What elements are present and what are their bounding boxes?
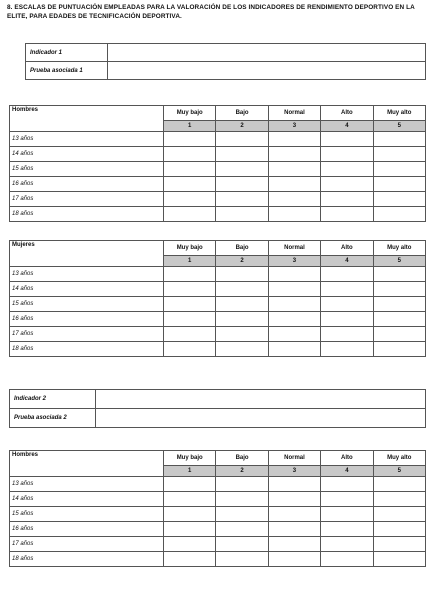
age-label: 17 años — [10, 327, 164, 342]
score-input-cell[interactable] — [216, 207, 268, 222]
score-input-cell[interactable] — [268, 537, 320, 552]
scale-table-men-2 — [9, 450, 426, 567]
age-label: 14 años — [10, 492, 164, 507]
score-input-cell[interactable] — [321, 207, 373, 222]
table-row — [10, 192, 426, 207]
score-input-cell[interactable] — [216, 537, 268, 552]
score-header: 4 — [321, 466, 373, 477]
score-input-cell[interactable] — [164, 537, 216, 552]
score-input-cell[interactable] — [321, 522, 373, 537]
score-input-cell[interactable] — [268, 192, 320, 207]
score-input-cell[interactable] — [216, 342, 268, 357]
level-header: Normal — [268, 241, 320, 256]
score-header: 1 — [164, 121, 216, 132]
score-input-cell[interactable] — [164, 297, 216, 312]
score-input-cell[interactable] — [321, 477, 373, 492]
indicator-value-cell[interactable] — [108, 44, 426, 62]
score-header: 1 — [164, 256, 216, 267]
score-header: 2 — [216, 256, 268, 267]
score-input-cell[interactable] — [164, 342, 216, 357]
score-input-cell[interactable] — [268, 552, 320, 567]
table-row — [10, 537, 426, 552]
score-input-cell[interactable] — [373, 192, 425, 207]
score-input-cell[interactable] — [321, 537, 373, 552]
age-label: 13 años — [10, 477, 164, 492]
score-input-cell[interactable] — [216, 507, 268, 522]
score-input-cell[interactable] — [321, 177, 373, 192]
test-label: Prueba asociada 2 — [10, 409, 96, 428]
score-input-cell[interactable] — [268, 507, 320, 522]
score-header: 4 — [321, 121, 373, 132]
section-heading: 8. ESCALAS DE PUNTUACIÓN EMPLEADAS PARA LA VALORACIÓN DE LOS INDICADORES DE RENDIMIENTO DEPORTIVO EN LA ELITE, PARA EDADES DE TECNIFICACIÓN DEPORTIVA. — [7, 4, 415, 20]
level-header: Muy alto — [373, 241, 425, 256]
level-header: Muy alto — [373, 451, 425, 466]
level-header: Muy bajo — [164, 106, 216, 121]
test-label: Prueba asociada 1 — [26, 62, 108, 80]
age-label: 17 años — [10, 192, 164, 207]
table-row — [10, 342, 426, 357]
scale-table-women-1 — [9, 240, 426, 357]
table-row — [10, 147, 426, 162]
score-input-cell[interactable] — [373, 477, 425, 492]
score-input-cell[interactable] — [321, 162, 373, 177]
score-input-cell[interactable] — [373, 327, 425, 342]
test-value-cell[interactable] — [96, 409, 426, 428]
score-input-cell[interactable] — [268, 147, 320, 162]
score-input-cell[interactable] — [164, 552, 216, 567]
score-header: 3 — [268, 256, 320, 267]
score-input-cell[interactable] — [321, 297, 373, 312]
score-input-cell[interactable] — [268, 312, 320, 327]
level-header: Alto — [321, 451, 373, 466]
table-row — [10, 312, 426, 327]
score-input-cell[interactable] — [373, 177, 425, 192]
score-header: 5 — [373, 256, 425, 267]
score-input-cell[interactable] — [164, 267, 216, 282]
indicator-value-cell[interactable] — [96, 390, 426, 409]
score-input-cell[interactable] — [216, 327, 268, 342]
score-input-cell[interactable] — [373, 552, 425, 567]
scale-table-men-1 — [9, 105, 426, 222]
level-header: Muy alto — [373, 106, 425, 121]
score-input-cell[interactable] — [216, 282, 268, 297]
score-input-cell[interactable] — [321, 492, 373, 507]
table-row — [10, 297, 426, 312]
score-input-cell[interactable] — [164, 477, 216, 492]
score-header: 3 — [268, 121, 320, 132]
score-input-cell[interactable] — [268, 297, 320, 312]
score-header: 2 — [216, 121, 268, 132]
table-row — [10, 492, 426, 507]
score-input-cell[interactable] — [216, 177, 268, 192]
score-header: 5 — [373, 466, 425, 477]
score-input-cell[interactable] — [321, 327, 373, 342]
score-input-cell[interactable] — [268, 492, 320, 507]
table-row — [10, 477, 426, 492]
score-input-cell[interactable] — [216, 162, 268, 177]
score-input-cell[interactable] — [164, 327, 216, 342]
table-row — [10, 327, 426, 342]
age-label: 15 años — [10, 507, 164, 522]
level-header: Bajo — [216, 451, 268, 466]
score-input-cell[interactable] — [268, 132, 320, 147]
score-input-cell[interactable] — [373, 507, 425, 522]
score-input-cell[interactable] — [373, 162, 425, 177]
score-input-cell[interactable] — [216, 297, 268, 312]
score-input-cell[interactable] — [321, 147, 373, 162]
score-input-cell[interactable] — [321, 552, 373, 567]
score-input-cell[interactable] — [164, 147, 216, 162]
group-label: Hombres — [10, 451, 164, 477]
age-label: 13 años — [10, 132, 164, 147]
age-label: 17 años — [10, 537, 164, 552]
table-row — [10, 132, 426, 147]
score-input-cell[interactable] — [373, 537, 425, 552]
score-input-cell[interactable] — [373, 147, 425, 162]
score-input-cell[interactable] — [164, 507, 216, 522]
score-input-cell[interactable] — [268, 342, 320, 357]
score-input-cell[interactable] — [373, 492, 425, 507]
indicator-label: Indicador 1 — [26, 44, 108, 62]
score-input-cell[interactable] — [216, 267, 268, 282]
score-input-cell[interactable] — [268, 267, 320, 282]
score-input-cell[interactable] — [268, 207, 320, 222]
age-label: 18 años — [10, 552, 164, 567]
level-header: Bajo — [216, 106, 268, 121]
score-input-cell[interactable] — [216, 477, 268, 492]
table-row — [10, 552, 426, 567]
score-input-cell[interactable] — [164, 177, 216, 192]
age-label: 18 años — [10, 207, 164, 222]
level-header: Normal — [268, 106, 320, 121]
score-input-cell[interactable] — [164, 162, 216, 177]
score-header: 4 — [321, 256, 373, 267]
table-row — [10, 507, 426, 522]
age-label: 16 años — [10, 522, 164, 537]
score-input-cell[interactable] — [268, 327, 320, 342]
level-header: Muy bajo — [164, 241, 216, 256]
group-label: Hombres — [10, 106, 164, 132]
score-input-cell[interactable] — [164, 207, 216, 222]
score-input-cell[interactable] — [373, 267, 425, 282]
score-header: 2 — [216, 466, 268, 477]
age-label: 14 años — [10, 282, 164, 297]
test-value-cell[interactable] — [108, 62, 426, 80]
age-label: 14 años — [10, 147, 164, 162]
score-input-cell[interactable] — [321, 282, 373, 297]
score-input-cell[interactable] — [321, 507, 373, 522]
score-input-cell[interactable] — [373, 132, 425, 147]
score-input-cell[interactable] — [164, 132, 216, 147]
age-label: 16 años — [10, 312, 164, 327]
level-header: Normal — [268, 451, 320, 466]
score-input-cell[interactable] — [268, 177, 320, 192]
level-header: Alto — [321, 241, 373, 256]
score-input-cell[interactable] — [268, 282, 320, 297]
score-input-cell[interactable] — [373, 522, 425, 537]
score-input-cell[interactable] — [321, 342, 373, 357]
group-label: Mujeres — [10, 241, 164, 267]
age-label: 13 años — [10, 267, 164, 282]
table-row — [10, 282, 426, 297]
score-input-cell[interactable] — [321, 132, 373, 147]
score-input-cell[interactable] — [216, 492, 268, 507]
score-header: 5 — [373, 121, 425, 132]
score-input-cell[interactable] — [373, 297, 425, 312]
indicator-1-table — [25, 43, 426, 80]
age-label: 15 años — [10, 297, 164, 312]
indicator-2-table — [9, 389, 426, 428]
score-input-cell[interactable] — [164, 522, 216, 537]
level-header: Bajo — [216, 241, 268, 256]
score-input-cell[interactable] — [216, 147, 268, 162]
score-input-cell[interactable] — [216, 132, 268, 147]
score-input-cell[interactable] — [373, 282, 425, 297]
level-header: Alto — [321, 106, 373, 121]
level-header: Muy bajo — [164, 451, 216, 466]
age-label: 15 años — [10, 162, 164, 177]
score-input-cell[interactable] — [321, 192, 373, 207]
score-header: 1 — [164, 466, 216, 477]
score-input-cell[interactable] — [164, 192, 216, 207]
score-input-cell[interactable] — [164, 492, 216, 507]
table-row — [10, 177, 426, 192]
table-row — [10, 207, 426, 222]
table-row — [10, 522, 426, 537]
table-row — [10, 162, 426, 177]
score-input-cell[interactable] — [164, 312, 216, 327]
score-input-cell[interactable] — [216, 312, 268, 327]
score-input-cell[interactable] — [373, 207, 425, 222]
score-input-cell[interactable] — [321, 267, 373, 282]
score-input-cell[interactable] — [373, 342, 425, 357]
score-input-cell[interactable] — [268, 477, 320, 492]
score-input-cell[interactable] — [268, 522, 320, 537]
score-input-cell[interactable] — [216, 552, 268, 567]
score-input-cell[interactable] — [216, 192, 268, 207]
score-input-cell[interactable] — [268, 162, 320, 177]
score-input-cell[interactable] — [216, 522, 268, 537]
score-input-cell[interactable] — [321, 312, 373, 327]
age-label: 16 años — [10, 177, 164, 192]
table-row — [10, 267, 426, 282]
score-input-cell[interactable] — [164, 282, 216, 297]
indicator-label: Indicador 2 — [10, 390, 96, 409]
score-input-cell[interactable] — [373, 312, 425, 327]
age-label: 18 años — [10, 342, 164, 357]
score-header: 3 — [268, 466, 320, 477]
